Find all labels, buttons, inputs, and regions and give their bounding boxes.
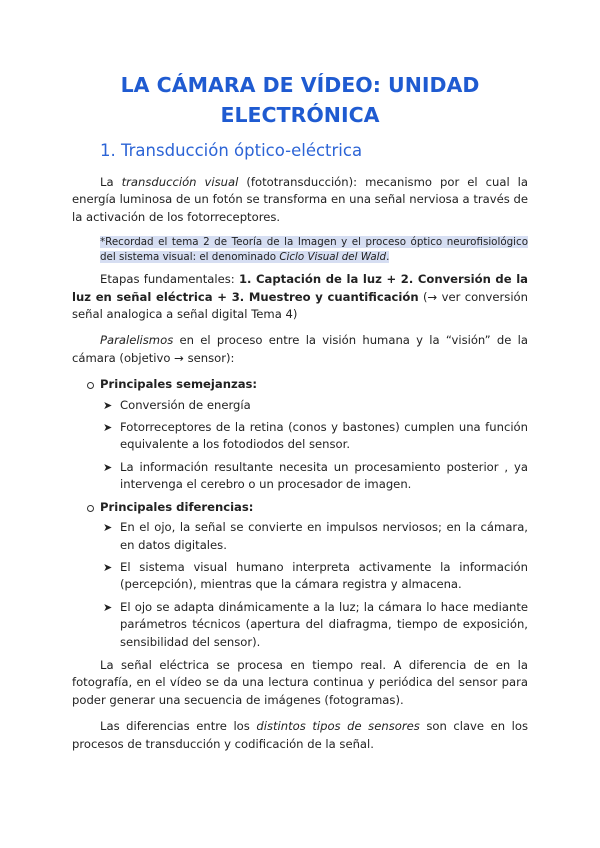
section-heading: 1. Transducción óptico-eléctrica	[100, 141, 363, 160]
title-line-2: ELECTRÓNICA	[220, 103, 380, 127]
diferencias-sublist	[100, 519, 528, 651]
item-text: En el ojo, la señal se convierte en impulsos nerviosos; en la cámara, en datos digitales.	[120, 520, 528, 552]
italic-term: Ciclo Visual del Wald	[279, 251, 387, 264]
document-title	[72, 70, 528, 130]
list-heading: Principales diferencias:	[100, 499, 254, 514]
note-text: *Recordad el tema 2 de Teoría de la Imagen y el proceso óptico neurofisiológico del sistema visual: el denominado	[100, 236, 528, 264]
list-item-diferencias	[72, 499, 528, 651]
list-item	[100, 519, 528, 554]
arrow-bullet-icon: ➤	[103, 460, 113, 474]
circle-bullet-icon	[87, 382, 94, 389]
list-item	[100, 419, 528, 454]
list-heading: Principales semejanzas:	[100, 377, 258, 392]
arrow-bullet-icon: ➤	[103, 421, 113, 435]
item-text: Conversión de energía	[120, 397, 251, 412]
list-item	[100, 559, 528, 594]
text-run: (fototransducción): mecanismo por el cual la energía luminosa de un fotón se transforma en una señal nerviosa a través de la activación de los fotorreceptores.	[72, 175, 529, 224]
item-text: El sistema visual humano interpreta activamente la información (percepción), mientras que la cámara registra y almacena.	[120, 559, 528, 592]
arrow-bullet-icon: ➤	[103, 560, 113, 574]
paragraph-transduccion	[72, 174, 528, 226]
text-run: en el proceso entre la visión humana y la “visión” de la cámara (objetivo → sensor):	[72, 333, 528, 365]
italic-term: distintos tipos de sensores	[256, 719, 420, 734]
paragraph-etapas	[72, 271, 528, 323]
item-text: Fotorreceptores de la retina (conos y bastones) cumplen una función equivalente a los fotodiodos del sensor.	[120, 420, 528, 452]
paragraph-senal: La señal eléctrica se procesa en tiempo real. A diferencia de en la fotografía, en el vídeo se da una lectura continua y periódica del sensor para poder generar una secuencia de imágenes (fotogramas).	[72, 657, 528, 707]
list-item	[100, 397, 528, 414]
arrow-bullet-icon: ➤	[103, 600, 113, 614]
list-item	[100, 599, 528, 651]
item-text: La información resultante necesita un procesamiento posterior , ya intervenga el cerebro o un procesador de imagen.	[120, 459, 528, 492]
text-run: (→ ver conversión señal analogica a señal digital Tema 4)	[72, 289, 528, 322]
bold-stages: 1. Captación de la luz + 2. Conversión de la luz en señal eléctrica + 3. Muestreo y cuantificación	[72, 272, 528, 304]
italic-term: Paralelismos	[100, 333, 174, 348]
text-run: La	[100, 175, 122, 189]
text-run: son clave en los procesos de transducción y codificación de la señal.	[72, 719, 528, 751]
note-highlight	[100, 235, 528, 265]
circle-bullet-icon	[87, 505, 94, 512]
paragraph-sensores	[72, 718, 528, 753]
arrow-bullet-icon: ➤	[103, 521, 113, 535]
text-run: .	[386, 251, 390, 264]
comparison-list	[72, 376, 528, 651]
arrow-bullet-icon: ➤	[103, 398, 113, 412]
list-item-semejanzas	[72, 376, 528, 493]
item-text: El ojo se adapta dinámicamente a la luz; la cámara lo hace mediante parámetros técnicos (apertura del diafragma, tiempo de exposición, sensibilidad del sensor).	[120, 599, 528, 649]
semejanzas-sublist	[100, 397, 528, 494]
text-run: Las diferencias entre los	[100, 719, 257, 734]
list-item	[100, 459, 528, 494]
italic-term: transducción visual	[121, 175, 239, 189]
text-run: Etapas fundamentales:	[100, 272, 239, 287]
title-line-1: LA CÁMARA DE VÍDEO: UNIDAD	[120, 73, 480, 97]
paragraph-paralelismos	[72, 332, 528, 367]
